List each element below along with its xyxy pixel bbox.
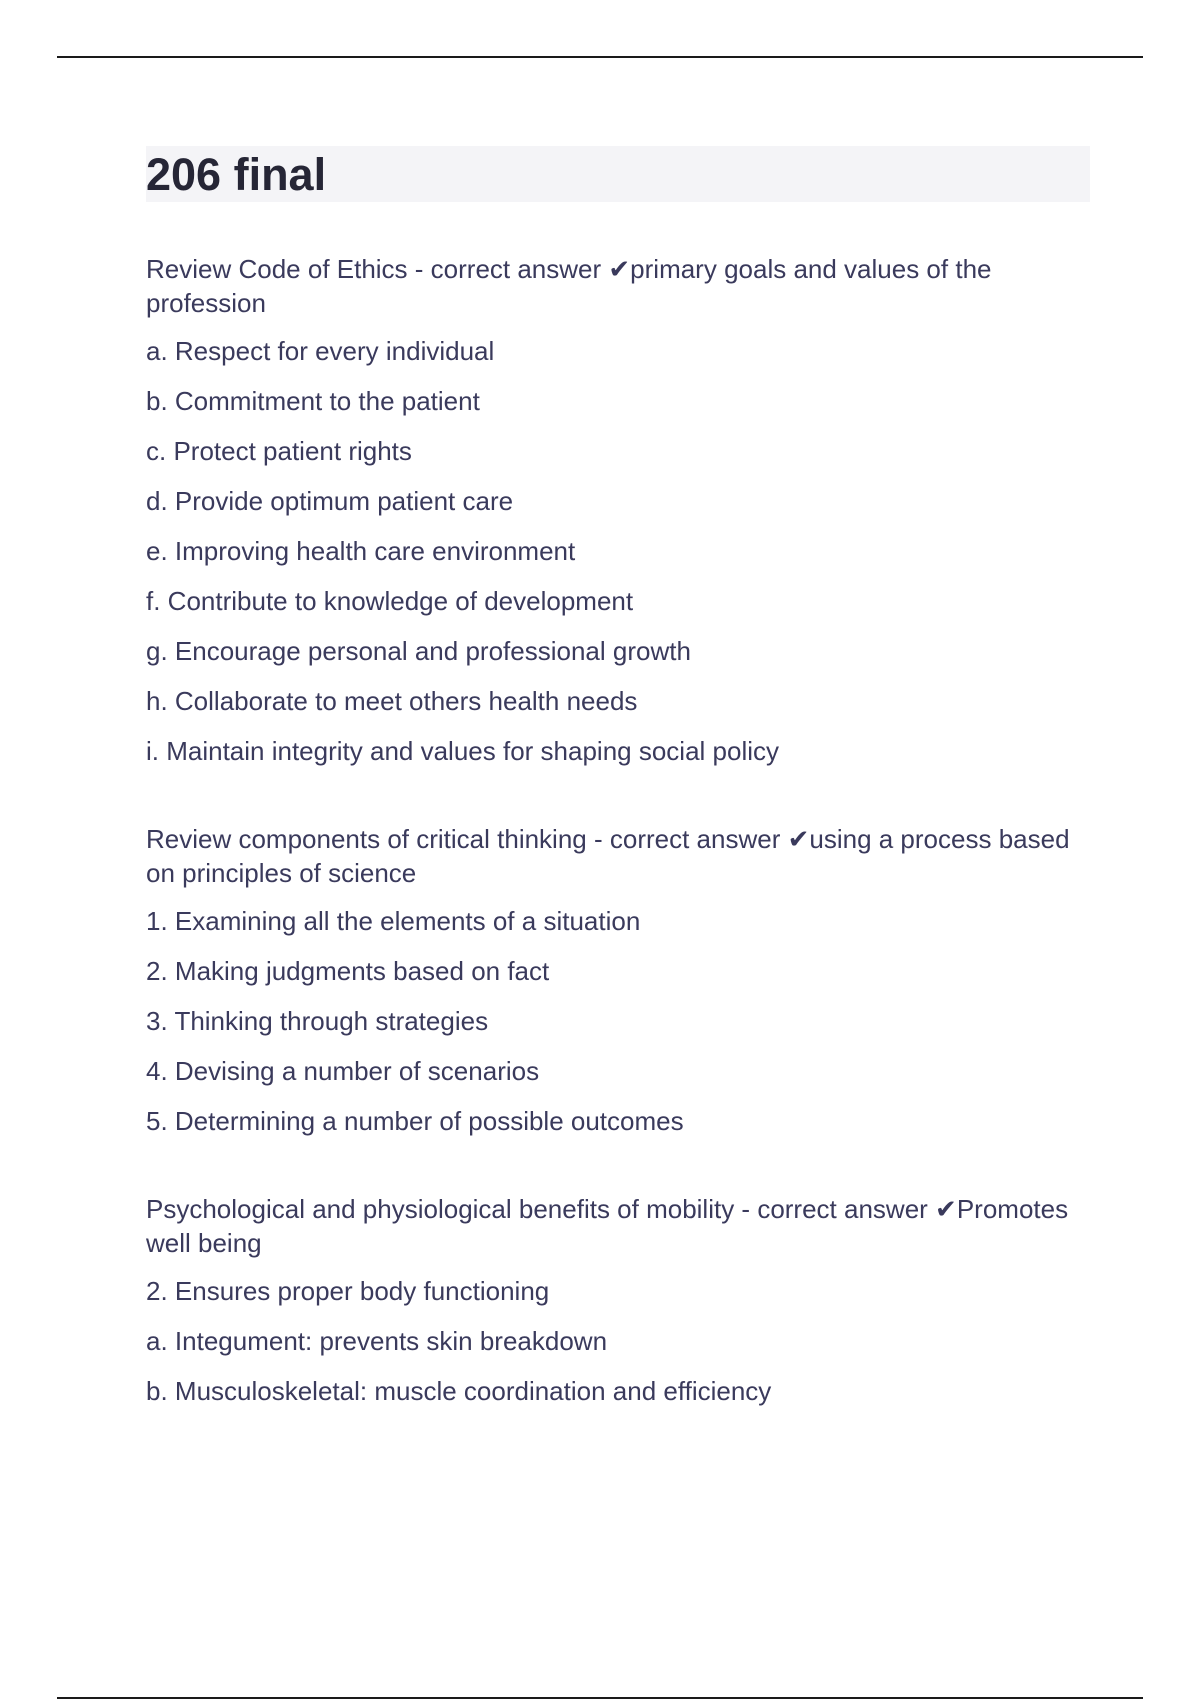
answer-item: g. Encourage personal and professional growth <box>146 636 691 666</box>
answer-item: 4. Devising a number of scenarios <box>146 1056 540 1086</box>
answer-item: 5. Determining a number of possible outcomes <box>146 1106 684 1136</box>
document-body <box>146 146 1090 1462</box>
answer-item: h. Collaborate to meet others health needs <box>146 686 638 716</box>
answer-item: i. Maintain integrity and values for shaping social policy <box>146 736 780 766</box>
answer-item: e. Improving health care environment <box>146 536 576 566</box>
answer-item: c. Protect patient rights <box>146 436 412 466</box>
question-text: Review components of critical thinking - correct answer ✔using a process based on principles of science <box>146 824 1070 888</box>
answer-item: d. Provide optimum patient care <box>146 486 514 516</box>
question-text: Psychological and physiological benefits of mobility - correct answer ✔Promotes well being <box>146 1194 1069 1258</box>
title-bar <box>146 146 1090 202</box>
answer-item: f. Contribute to knowledge of development <box>146 586 634 616</box>
qa-section-critical-thinking <box>146 822 1090 1138</box>
answer-item: a. Integument: prevents skin breakdown <box>146 1326 608 1356</box>
answer-item: 1. Examining all the elements of a situation <box>146 906 641 936</box>
answer-item: 2. Making judgments based on fact <box>146 956 550 986</box>
answer-item: 3. Thinking through strategies <box>146 1006 489 1036</box>
answer-item: b. Commitment to the patient <box>146 386 480 416</box>
answer-item: b. Musculoskeletal: muscle coordination and efficiency <box>146 1376 772 1406</box>
qa-section-mobility <box>146 1192 1090 1408</box>
question-text: Review Code of Ethics - correct answer ✔primary goals and values of the profession <box>146 254 992 318</box>
answer-item: 2. Ensures proper body functioning <box>146 1276 550 1306</box>
page-title: 206 final <box>146 148 327 200</box>
answer-item: a. Respect for every individual <box>146 336 495 366</box>
top-divider <box>57 56 1143 58</box>
qa-section-code-of-ethics <box>146 252 1090 768</box>
bottom-divider <box>57 1697 1143 1699</box>
